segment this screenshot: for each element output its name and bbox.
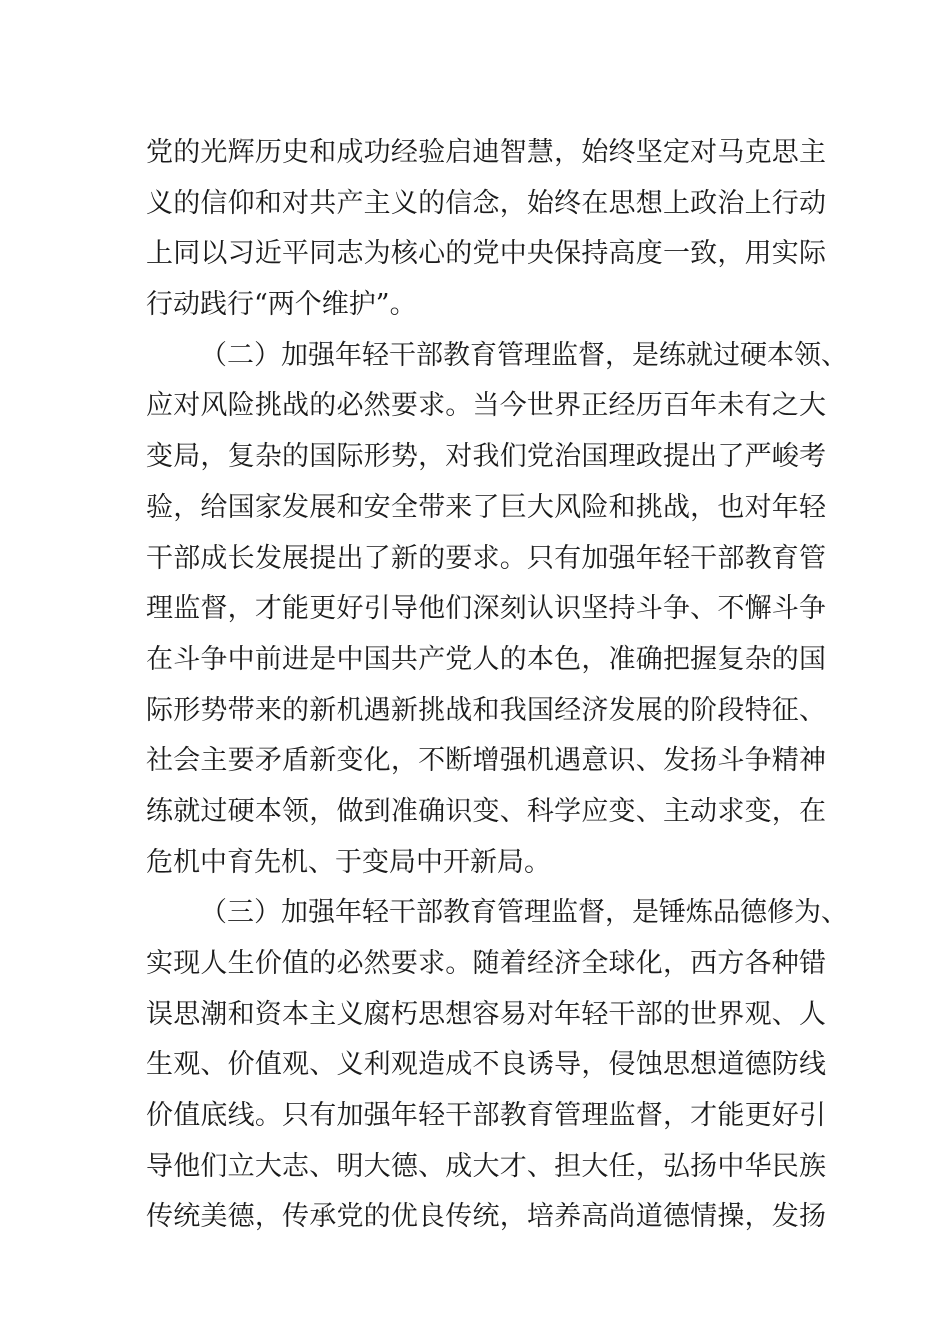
text-line: 变局，复杂的国际形势，对我们党治国理政提出了严峻考 xyxy=(146,441,826,473)
text-line: 义的信仰和对共产主义的信念，始终在思想上政治上行动 xyxy=(146,187,826,219)
text-line: 导他们立大志、明大德、成大才、担大任，弘扬中华民族 xyxy=(146,1150,826,1182)
text-line: 实现人生价值的必然要求。随着经济全球化，西方各种错 xyxy=(146,948,826,979)
text-line: 行动践行“两个维护”。 xyxy=(146,289,417,321)
text-line: 传统美德，传承党的优良传统，培养高尚道德情操，发扬 xyxy=(146,1201,826,1233)
text-line: 验，给国家发展和安全带来了巨大风险和挑战，也对年轻 xyxy=(146,491,826,523)
text-line: 误思潮和资本主义腐朽思想容易对年轻干部的世界观、人 xyxy=(146,998,826,1030)
text-line: 应对风险挑战的必然要求。当今世界正经历百年未有之大 xyxy=(146,390,826,422)
text-line: 练就过硬本领，做到准确识变、科学应变、主动求变，在 xyxy=(146,795,826,827)
text-line: 在斗争中前进是中国共产党人的本色，准确把握复杂的国 xyxy=(146,643,826,675)
text-line: 党的光辉历史和成功经验启迪智慧，始终坚定对马克思主 xyxy=(146,137,826,168)
text-line: 干部成长发展提出了新的要求。只有加强年轻干部教育管 xyxy=(146,542,826,574)
text-line: 理监督，才能更好引导他们深刻认识坚持斗争、不懈斗争 xyxy=(146,593,826,625)
text-line: 生观、价值观、义利观造成不良诱导，侵蚀思想道德防线 xyxy=(146,1049,826,1081)
section-3-heading-line: （三）加强年轻干部教育管理监督，是锤炼品德修为、 xyxy=(200,897,848,929)
text-line: 上同以习近平同志为核心的党中央保持高度一致，用实际 xyxy=(146,238,826,270)
text-line: 社会主要矛盾新变化，不断增强机遇意识、发扬斗争精神 xyxy=(146,745,826,777)
text-line: 危机中育先机、于变局中开新局。 xyxy=(146,846,551,878)
document-body xyxy=(146,128,848,1243)
section-2-heading-line: （二）加强年轻干部教育管理监督，是练就过硬本领、 xyxy=(200,339,848,371)
text-line: 价值底线。只有加强年轻干部教育管理监督，才能更好引 xyxy=(146,1100,826,1132)
text-line: 际形势带来的新机遇新挑战和我国经济发展的阶段特征、 xyxy=(146,694,826,726)
